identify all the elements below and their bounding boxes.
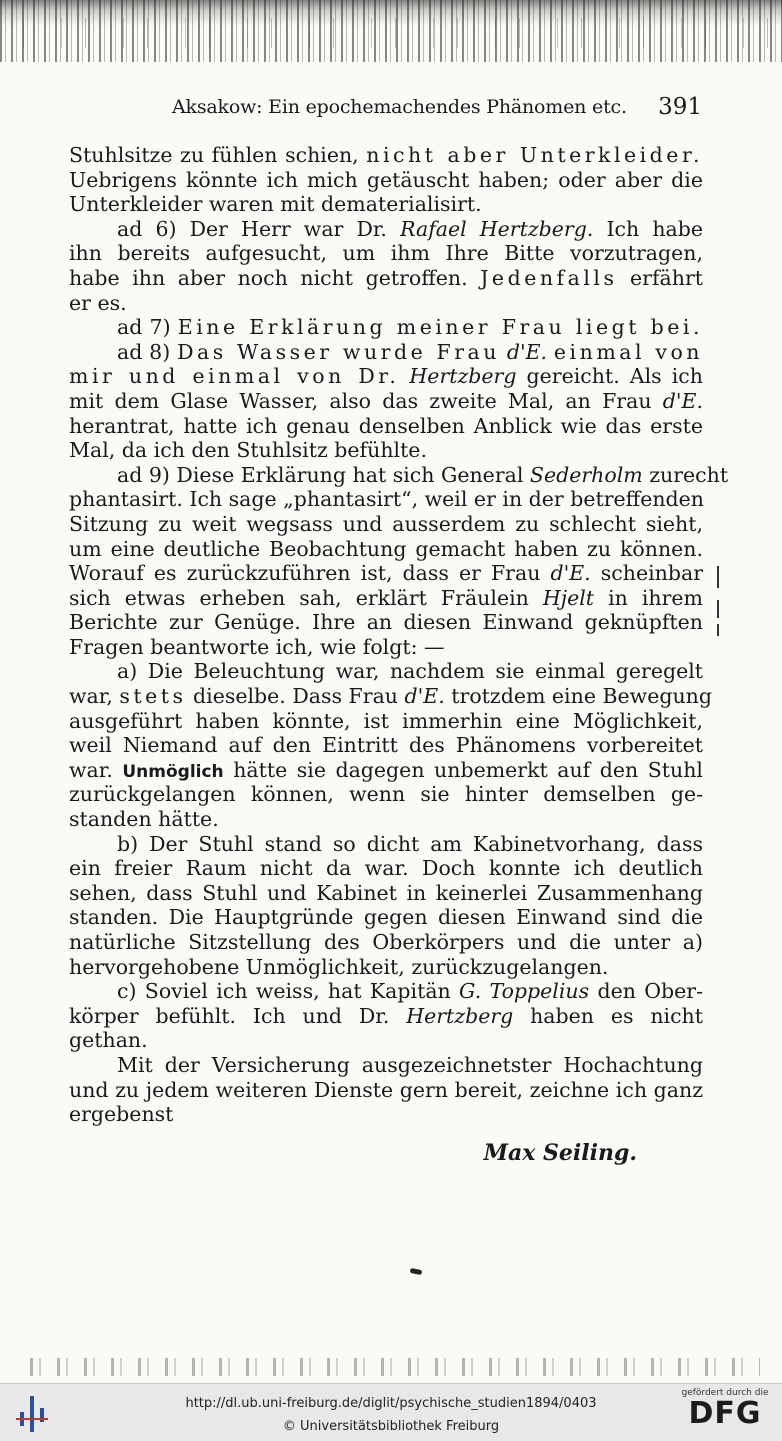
- text-line: standen hätte.: [69, 807, 219, 832]
- text-line: weil Niemand auf den Eintritt des Phänomens vorbereitet: [69, 733, 703, 758]
- text-line: zurückgelangen können, wenn sie hinter demselben ge-: [69, 782, 703, 807]
- text-line: körper befühlt. Ich und Dr. Hertzberg haben es nicht: [69, 1003, 703, 1028]
- text-line: ausgeführt haben könnte, ist immerhin eine Möglichkeit,: [69, 708, 703, 733]
- text-line: c) Soviel ich weiss, hat Kapitän G. Toppelius den Ober-: [117, 979, 703, 1004]
- text-line: b) Der Stuhl stand so dicht am Kabinetvorhang, dass: [117, 831, 703, 856]
- text-line: Mit der Versicherung ausgezeichnetster Hochachtung: [117, 1052, 703, 1077]
- margin-mark: [717, 566, 719, 588]
- viewer-footer: [0, 1383, 782, 1441]
- text-line: ad 7) Eine Erklärung meiner Frau liegt bei.: [117, 315, 703, 340]
- text-line: ad 8) Das Wasser wurde Frau d'E. einmal von: [117, 339, 703, 364]
- dfg-logo: [680, 1388, 770, 1438]
- text-line: und zu jedem weiteren Dienste gern bereit, zeichne ich ganz: [69, 1077, 703, 1102]
- text-line: sehen, dass Stuhl und Kabinet in keinerlei Zusammenhang: [69, 880, 703, 905]
- copyright-text: © Universitätsbibliothek Freiburg: [282, 1419, 500, 1434]
- text-line: mit dem Glase Wasser, also das zweite Mal, an Frau d'E.: [69, 388, 703, 413]
- dfg-caption: gefördert durch die: [681, 1388, 769, 1398]
- text-line: ad 9) Diese Erklärung hat sich General Sederholm zurecht: [117, 462, 729, 487]
- text-line: Worauf es zurückzuführen ist, dass er Frau d'E. scheinbar: [69, 561, 703, 586]
- text-line: um eine deutliche Beobachtung gemacht haben zu können.: [69, 536, 703, 561]
- text-line: Fragen beantworte ich, wie folgt: —: [69, 634, 445, 659]
- running-head: [172, 96, 702, 126]
- margin-mark: [717, 600, 719, 618]
- text-line: er es.: [69, 290, 127, 315]
- text-line: Sitzung zu weit wegsass und ausserdem zu schlecht sieht,: [69, 511, 703, 536]
- text-line: Unterkleider waren mit dematerialisirt.: [69, 192, 482, 217]
- running-title: Aksakow: Ein epochemachendes Phänomen etc.: [172, 96, 627, 118]
- text-line: natürliche Sitzstellung des Oberkörpers und die unter a): [69, 930, 703, 954]
- text-line: a) Die Beleuchtung war, nachdem sie einmal geregelt: [117, 659, 703, 684]
- dfg-wordmark: DFG: [688, 1396, 762, 1431]
- text-line: ihn bereits aufgesucht, um ihm Ihre Bitte vorzutragen,: [69, 241, 703, 266]
- page-body: [69, 143, 729, 1127]
- text-line: mir und einmal von Dr. Hertzberg gereicht. Als ich: [69, 364, 703, 389]
- text-line: hervorgehobene Unmöglichkeit, zurückzugelangen.: [69, 954, 609, 979]
- text-line: war, stets dieselbe. Dass Frau d'E. trotzdem eine Bewegung: [69, 684, 712, 709]
- scan-top-edge: [0, 0, 782, 62]
- signature: Max Seiling.: [483, 1140, 637, 1166]
- text-line: war. Unmöglich hätte sie dagegen unbemerkt auf den Stuhl: [69, 757, 703, 782]
- text-line: habe ihn aber noch nicht getroffen. Jedenfalls erfährt: [69, 265, 704, 290]
- page-number: 391: [658, 94, 702, 120]
- ink-spot: [410, 1268, 423, 1275]
- text-line: Uebrigens könnte ich mich getäuscht haben; oder aber die: [69, 167, 703, 192]
- text-line: ein freier Raum nicht da war. Doch konnte ich deutlich: [69, 856, 703, 881]
- text-line: ergebenst: [69, 1102, 174, 1127]
- text-line: phantasirt. Ich sage „phantasirt“, weil er in der betreffenden: [69, 487, 705, 512]
- text-line: herantrat, hatte ich genau denselben Anblick wie das erste: [69, 413, 703, 438]
- text-line: ad 6) Der Herr war Dr. Rafael Hertzberg. Ich habe: [117, 216, 704, 241]
- scan-bottom-edge: [30, 1358, 760, 1376]
- text-line: sich etwas erheben sah, erklärt Fräulein Hjelt in ihrem: [69, 585, 703, 610]
- text-line: gethan.: [69, 1028, 148, 1053]
- text-line: Berichte zur Genüge. Ihre an diesen Einwand geknüpften: [69, 610, 703, 635]
- margin-mark: [717, 624, 719, 636]
- permalink-link[interactable]: http://dl.ub.uni-freiburg.de/diglit/psychische_studien1894/0403: [185, 1396, 597, 1411]
- text-line: Stuhlsitze zu fühlen schien, nicht aber Unterkleider.: [69, 143, 704, 167]
- text-line: standen. Die Hauptgründe gegen diesen Einwand sind die: [69, 905, 703, 930]
- text-line: Mal, da ich den Stuhlsitz befühlte.: [69, 438, 427, 463]
